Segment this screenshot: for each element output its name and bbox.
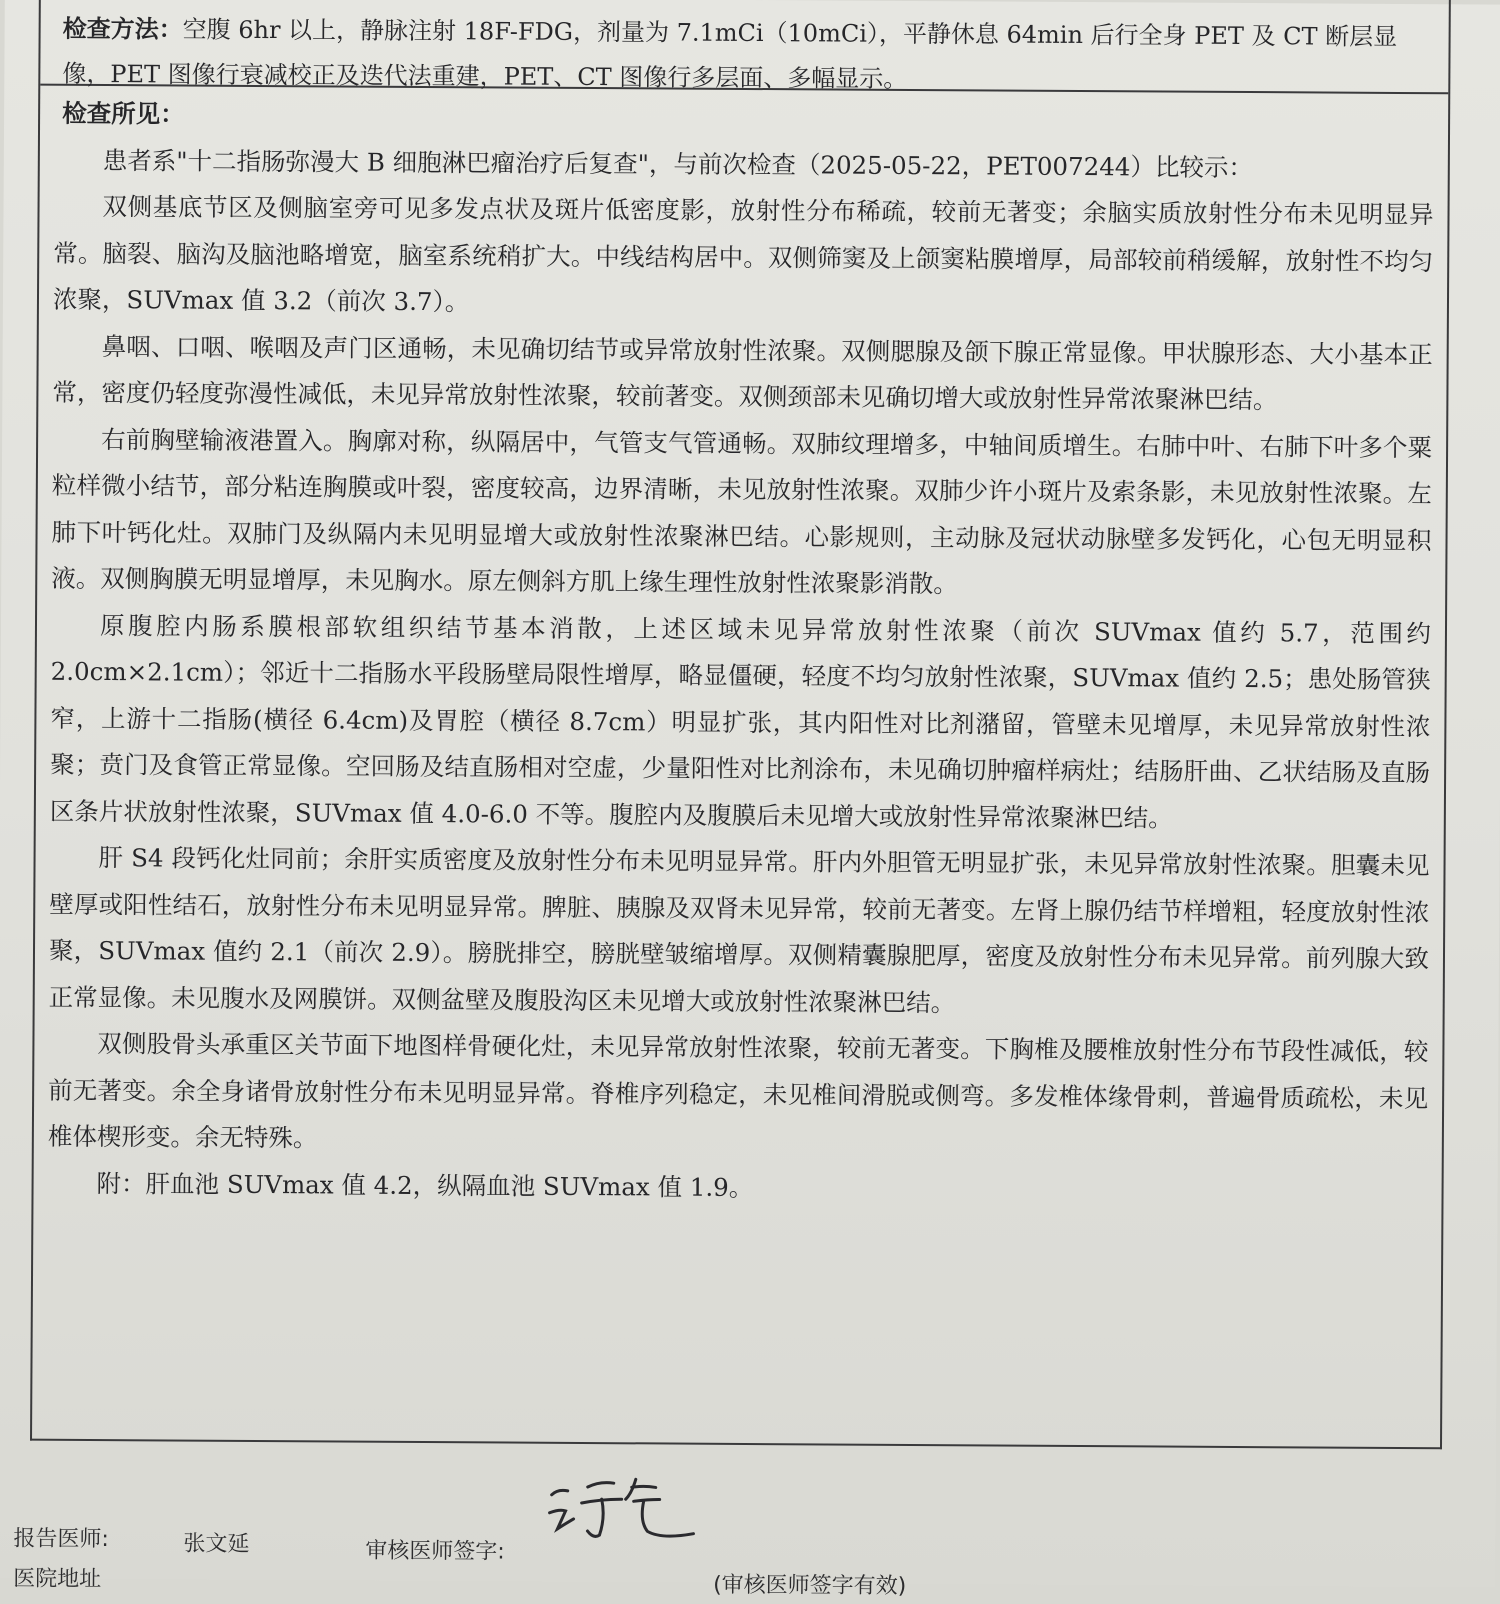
method-text: 空腹 6hr 以上，静脉注射 18F-FDG，剂量为 7.1mCi（10mCi），平静休息 64min 后行全身 PET 及 CT 断层显像，PET 图像行衰减校正及迭代法重建，PET、CT 图像行多层面、多幅显示。 [62, 15, 1398, 93]
report-footer [13, 1496, 1474, 1599]
findings-paragraph: 右前胸壁输液港置入。胸廓对称，纵隔居中，气管支气管通畅。双肺纹理增多，中轴间质增生。右肺中叶、右肺下叶多个粟粒样微小结节，部分粘连胸膜或叶裂，密度较高，边界清晰，未见放射性浓聚。双肺少许小斑片及索条影，未见放射性浓聚。左肺下叶钙化灶。双肺门及纵隔内未见明显增大或放射性浓聚淋巴结。心影规则，主动脉及冠状动脉壁多发钙化，心包无明显积液。双侧胸膜无明显增厚，未见胸水。原左侧斜方肌上缘生理性放射性浓聚影消散。 [51, 424, 1433, 599]
findings-paragraph: 双侧股骨头承重区关节面下地图样骨硬化灶，未见异常放射性浓聚，较前无著变。下胸椎及腰椎放射性分布节段性减低，较前无著变。余全身诸骨放射性分布未见明显异常。脊椎序列稳定，未见椎间滑脱或侧弯。多发椎体缘骨刺，普遍骨质疏松，未见椎体楔形变。余无特殊。 [47, 1029, 1429, 1153]
report-frame [30, 0, 1451, 1449]
reviewer-label: 审核医师签字: [365, 1538, 505, 1565]
hospital-address-label: 医院地址 [13, 1566, 102, 1593]
findings-section [33, 91, 1448, 1216]
method-section [40, 0, 1449, 94]
findings-paragraph: 鼻咽、口咽、喉咽及声门区通畅，未见确切结节或异常放射性浓聚。双侧腮腺及颌下腺正常显像。甲状腺形态、大小基本正常，密度仍轻度弥漫性减低，未见异常放射性浓聚，较前著变。双侧颈部未见确切增大或放射性异常浓聚淋巴结。 [52, 331, 1433, 415]
findings-label: 检查所见： [62, 98, 185, 129]
findings-paragraph: 双侧基底节区及侧脑室旁可见多发点状及斑片低密度影，放射性分布稀疏，较前无著变；余脑实质放射性分布未见明显异常。脑裂、脑沟及脑池略增宽，脑室系统稍扩大。中线结构居中。双侧筛窦及上颌窦粘膜增厚，局部较前稍缓解，放射性不均匀浓聚，SUVmax 值 3.2（前次 3.7）。 [52, 192, 1434, 317]
findings-paragraph: 附：肝血池 SUVmax 值 4.2，纵隔血池 SUVmax 值 1.9。 [96, 1168, 754, 1202]
findings-paragraph: 原腹腔内肠系膜根部软组织结节基本消散，上述区域未见异常放射性浓聚（前次 SUVmax 值约 5.7，范围约 2.0cm×2.1cm）；邻近十二指肠水平段肠壁局限性增厚，略显僵硬，轻度不均匀放射性浓聚，SUVmax 值约 2.5；患处肠管狭窄，上游十二指肠(横径 6.4cm)及胃腔（横径 8.7cm）明显扩张，其内阳性对比剂潴留，管壁未见增厚，未见异常放射性浓聚；贲门及食管正常显像。空回肠及结直肠相对空虚，少量阳性对比剂涂布，未见确切肿瘤样病灶；结肠肝曲、乙状结肠及直肠区条片状放射性浓聚，SUVmax 值 4.0-6.0 不等。腹腔内及腹膜后未见增大或放射性异常浓聚淋巴结。 [49, 610, 1432, 833]
method-label: 检查方法： [62, 13, 183, 44]
reporter-label: 报告医师: [13, 1526, 109, 1553]
findings-paragraph: 肝 S4 段钙化灶同前；余肝实质密度及放射性分布未见明显异常。肝内外胆管无明显扩张，未见异常放射性浓聚。胆囊未见壁厚或阳性结石，放射性分布未见明显异常。脾脏、胰腺及双肾未见异常，较前无著变。左肾上腺仍结节样增粗，轻度放射性浓聚，SUVmax 值约 2.1（前次 2.9）。膀胱排空，膀胱壁皱缩增厚。双侧精囊腺肥厚，密度及放射性分布未见异常。前列腺大致正常显像。未见腹水及网膜饼。双侧盆壁及腹股沟区未见增大或放射性浓聚淋巴结。 [48, 843, 1430, 1017]
reporter-name: 张文延 [183, 1531, 250, 1557]
findings-paragraph: 患者系"十二指肠弥漫大 B 细胞淋巴瘤治疗后复查"，与前次检查（2025-05-22，PET007244）比较示： [102, 145, 1254, 182]
reviewer-note: (审核医师签字有效) [713, 1572, 907, 1599]
